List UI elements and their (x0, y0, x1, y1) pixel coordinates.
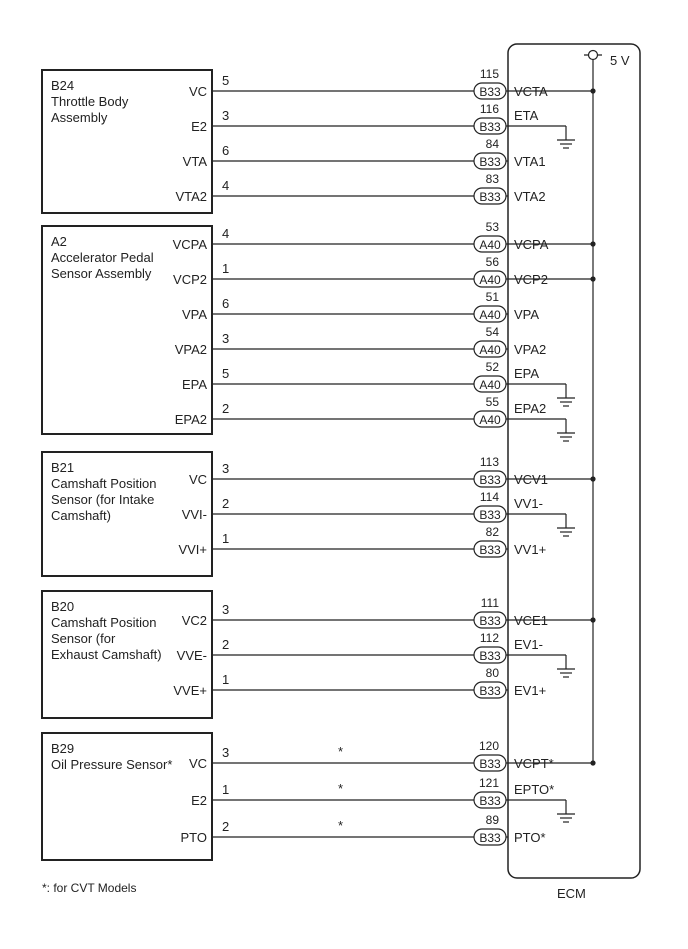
ecm-terminal: VCV1 (514, 472, 548, 487)
ecm-pin-number: 84 (485, 137, 499, 151)
ecm-terminal: VPA2 (514, 342, 547, 357)
wire-number: 2 (222, 496, 230, 511)
pin-label: VVI+ (178, 542, 207, 557)
ecm-terminal: ETA (514, 108, 539, 123)
wire-number: 4 (222, 178, 230, 193)
wire-b29-pto (212, 813, 546, 845)
ecm-pin-number: 111 (480, 596, 499, 610)
wire-b20-vve (212, 666, 546, 698)
ecm-pin-number: 89 (485, 813, 499, 827)
pin-label: PTO (180, 830, 207, 845)
ecm-pin-number: 82 (485, 525, 499, 539)
connector-label: A40 (479, 378, 501, 392)
wire-a2-vpa2 (212, 325, 546, 357)
ecm-terminal: VTA2 (514, 189, 546, 204)
ecm-terminal: VV1+ (514, 542, 547, 557)
pin-label: VPA2 (174, 342, 207, 357)
cvt-marker: * (338, 744, 344, 759)
ecm-terminal: VTA1 (514, 154, 546, 169)
component-code: A2 (51, 234, 67, 249)
pin-label: VTA (182, 154, 207, 169)
ecm-terminal: VCPA (514, 237, 549, 252)
pin-label: VC (188, 756, 207, 771)
component-code: B20 (51, 599, 75, 614)
ecm-pin-number: 55 (485, 395, 499, 409)
wire-number: 2 (222, 819, 230, 834)
ecm-pin-number: 54 (485, 325, 499, 339)
pin-label: EPA (181, 377, 207, 392)
components-layer (42, 70, 212, 860)
pin-label: VVE+ (173, 683, 207, 698)
ecm-terminal: VCE1 (514, 613, 548, 628)
wire-b24-vta2 (212, 172, 546, 204)
component-b21 (42, 452, 212, 576)
connector-label: B33 (479, 543, 501, 557)
wire-number: 3 (222, 331, 230, 346)
ecm-pin-number: 115 (479, 67, 499, 81)
ecm-terminal: VCPT* (514, 756, 554, 771)
ecm-pin-number: 113 (479, 455, 499, 469)
connector-label: B33 (479, 155, 501, 169)
wire-number: 4 (222, 226, 230, 241)
connector-label: B33 (479, 794, 501, 808)
footnote: *: for CVT Models (42, 881, 137, 895)
pin-label: VCP2 (173, 272, 207, 287)
wire-number: 1 (222, 531, 230, 546)
ecm-box (508, 44, 640, 878)
pin-label: VTA2 (175, 189, 207, 204)
ecm-terminal: EV1+ (514, 683, 547, 698)
ecm-pin-number: 121 (478, 776, 499, 790)
cvt-marker: * (338, 781, 344, 796)
wire-number: 3 (222, 461, 230, 476)
ecm-pin-number: 80 (485, 666, 499, 680)
wire-number: 1 (222, 261, 230, 276)
component-name-line: Sensor (for Intake (51, 492, 155, 507)
ecm-label: ECM (557, 886, 586, 901)
pin-label: E2 (191, 119, 207, 134)
connector-label: B33 (479, 473, 501, 487)
pin-label: VVE- (176, 648, 207, 663)
pin-label: VC (188, 84, 207, 99)
ecm-terminal: VPA (514, 307, 540, 322)
component-code: B21 (51, 460, 75, 475)
ecm-pin-number: 52 (485, 360, 499, 374)
connector-label: A40 (479, 308, 501, 322)
component-name-line: Throttle Body (51, 94, 129, 109)
pin-label: VC2 (181, 613, 207, 628)
component-name-line: Camshaft Position (51, 476, 157, 491)
ecm-terminal: PTO* (514, 830, 546, 845)
connector-label: B33 (479, 508, 501, 522)
connector-label: A40 (479, 343, 501, 357)
connector-label: B33 (479, 684, 501, 698)
component-name-line: Accelerator Pedal (51, 250, 154, 265)
ecm-pin-number: 83 (485, 172, 499, 186)
connector-label: B33 (479, 757, 501, 771)
ecm-terminal: VCTA (514, 84, 548, 99)
component-name-line: Camshaft Position (51, 615, 157, 630)
ecm-terminal: VV1- (514, 496, 543, 511)
connector-label: A40 (479, 273, 501, 287)
cvt-marker: * (338, 818, 344, 833)
pin-label: VVI- (181, 507, 207, 522)
ecm-pin-number: 56 (485, 255, 499, 269)
component-b20 (42, 591, 212, 718)
wire-b21-vvi (212, 525, 546, 557)
ecm-terminal: EPA2 (514, 401, 547, 416)
wire-number: 3 (222, 745, 230, 760)
connector-label: B33 (479, 190, 501, 204)
ecm-terminal: EV1- (514, 637, 543, 652)
pin-label: E2 (191, 793, 207, 808)
component-b29 (42, 733, 212, 860)
component-a2 (42, 226, 212, 434)
component-b24 (42, 70, 212, 213)
ecm-pin-number: 112 (479, 631, 499, 645)
wire-number: 2 (222, 637, 230, 652)
ecm-pin-number: 53 (485, 220, 499, 234)
pin-label: VCPA (172, 237, 207, 252)
connector-label: A40 (479, 238, 501, 252)
connector-label: B33 (479, 614, 501, 628)
component-name-line: Sensor Assembly (51, 266, 152, 281)
component-name-line: Sensor (for (51, 631, 116, 646)
wire-number: 2 (222, 401, 230, 416)
connector-label: B33 (479, 831, 501, 845)
wire-number: 3 (222, 108, 230, 123)
connector-label: A40 (479, 413, 501, 427)
wire-number: 5 (222, 366, 230, 381)
ecm-terminal: EPTO* (514, 782, 555, 797)
wire-number: 3 (222, 602, 230, 617)
wire-number: 6 (222, 296, 230, 311)
component-name-line: Oil Pressure Sensor* (51, 757, 173, 772)
component-code: B24 (51, 78, 75, 93)
connector-label: B33 (479, 85, 501, 99)
ecm-terminal: EPA (514, 366, 540, 381)
component-name-line: Exhaust Camshaft) (51, 647, 162, 662)
wire-number: 6 (222, 143, 230, 158)
wire-number: 1 (222, 672, 230, 687)
connector-label: B33 (479, 120, 501, 134)
connector-label: B33 (479, 649, 501, 663)
component-name-line: Camshaft) (51, 508, 111, 523)
ecm-terminal: VCP2 (514, 272, 548, 287)
ecm-pin-number: 116 (479, 102, 499, 116)
ecm-pin-number: 51 (485, 290, 499, 304)
supply-5v-label: 5 V (610, 53, 630, 68)
ecm-pin-number: 120 (478, 739, 499, 753)
pin-label: VPA (181, 307, 207, 322)
wire-b24-vta (212, 137, 546, 169)
pin-label: EPA2 (174, 412, 207, 427)
wire-number: 1 (222, 782, 230, 797)
pin-label: VC (188, 472, 207, 487)
wire-a2-vpa (212, 290, 539, 322)
ecm-pin-number: 114 (479, 490, 499, 504)
component-name-line: Assembly (51, 110, 108, 125)
wire-number: 5 (222, 73, 230, 88)
component-code: B29 (51, 741, 75, 756)
